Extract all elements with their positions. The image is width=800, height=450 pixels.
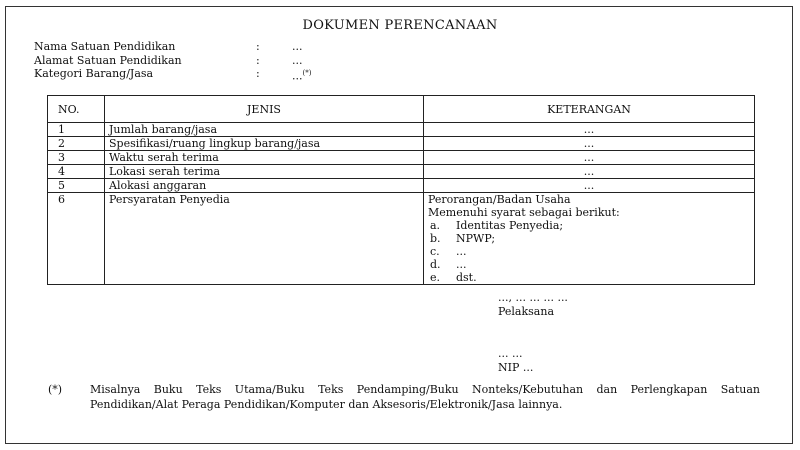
footnote-text: Misalnya Buku Teks Utama/Buku Teks Pendamping/Buku Nonteks/Kebutuhan dan Perlengkapan Satuan Pendidikan/Alat Peraga Pendidikan/Komputer dan Aksesoris/Elektronik/Jasa lainnya. — [90, 383, 760, 411]
cell-keterangan: ... — [424, 179, 755, 193]
cell-no: 6 — [48, 193, 105, 285]
requirement-item: e. dst. — [430, 271, 477, 284]
requirement-item: c. ... — [430, 245, 467, 258]
meta-value: ... — [292, 53, 303, 67]
cell-jenis: Jumlah barang/jasa — [105, 123, 424, 137]
meta-row-alamat — [34, 54, 311, 68]
signer-role: Pelaksana — [498, 305, 555, 318]
requirement-item: a. Identitas Penyedia; — [430, 219, 564, 232]
meta-row-kategori — [34, 67, 311, 83]
table-row — [48, 193, 755, 285]
header-keterangan: KETERANGAN — [424, 96, 755, 123]
cell-no: 3 — [48, 151, 105, 165]
meta-label: Alamat Satuan Pendidikan — [34, 53, 182, 67]
document-title: DOKUMEN PERENCANAAN — [302, 18, 498, 33]
meta-label: Kategori Barang/Jasa — [34, 67, 154, 80]
meta-label: Nama Satuan Pendidikan — [34, 40, 176, 53]
table-header — [48, 96, 755, 123]
footnote — [48, 383, 760, 412]
table-row — [48, 179, 755, 193]
ket-line: Perorangan/Badan Usaha — [428, 193, 571, 206]
place-date: ..., ... ... ... ... — [498, 291, 568, 304]
meta-value: ... — [292, 40, 303, 53]
cell-no: 5 — [48, 179, 105, 193]
cell-keterangan — [424, 193, 755, 285]
cell-no: 1 — [48, 123, 105, 137]
meta-row-nama — [34, 40, 311, 54]
footnote-marker: (*) — [302, 69, 312, 77]
requirement-item: b. NPWP; — [430, 232, 496, 245]
cell-no: 2 — [48, 137, 105, 151]
document-meta — [34, 40, 311, 83]
table-row — [48, 151, 755, 165]
table-row — [48, 165, 755, 179]
meta-colon: : — [256, 53, 260, 67]
cell-jenis: Alokasi anggaran — [105, 179, 424, 193]
meta-colon: : — [256, 67, 260, 80]
cell-keterangan: ... — [424, 123, 755, 137]
cell-keterangan: ... — [424, 165, 755, 179]
signature-block — [498, 291, 568, 375]
requirement-item: d. ... — [430, 258, 467, 271]
header-jenis: JENIS — [105, 96, 424, 123]
cell-jenis: Spesifikasi/ruang lingkup barang/jasa — [105, 137, 424, 151]
signer-name: ... ... — [498, 347, 523, 360]
table-row — [48, 137, 755, 151]
cell-jenis: Persyaratan Penyedia — [105, 193, 424, 285]
meta-value: ...(*) — [292, 69, 312, 83]
cell-keterangan: ... — [424, 151, 755, 165]
table-row — [48, 123, 755, 137]
signer-nip: NIP ... — [498, 361, 534, 374]
cell-jenis: Lokasi serah terima — [105, 165, 424, 179]
footnote-mark: (*) — [48, 383, 63, 396]
cell-jenis: Waktu serah terima — [105, 151, 424, 165]
cell-no: 4 — [48, 165, 105, 179]
planning-table — [47, 95, 755, 285]
ket-line: Memenuhi syarat sebagai berikut: — [428, 206, 620, 219]
meta-colon: : — [256, 40, 260, 53]
cell-keterangan: ... — [424, 137, 755, 151]
header-no: NO. — [48, 96, 105, 123]
